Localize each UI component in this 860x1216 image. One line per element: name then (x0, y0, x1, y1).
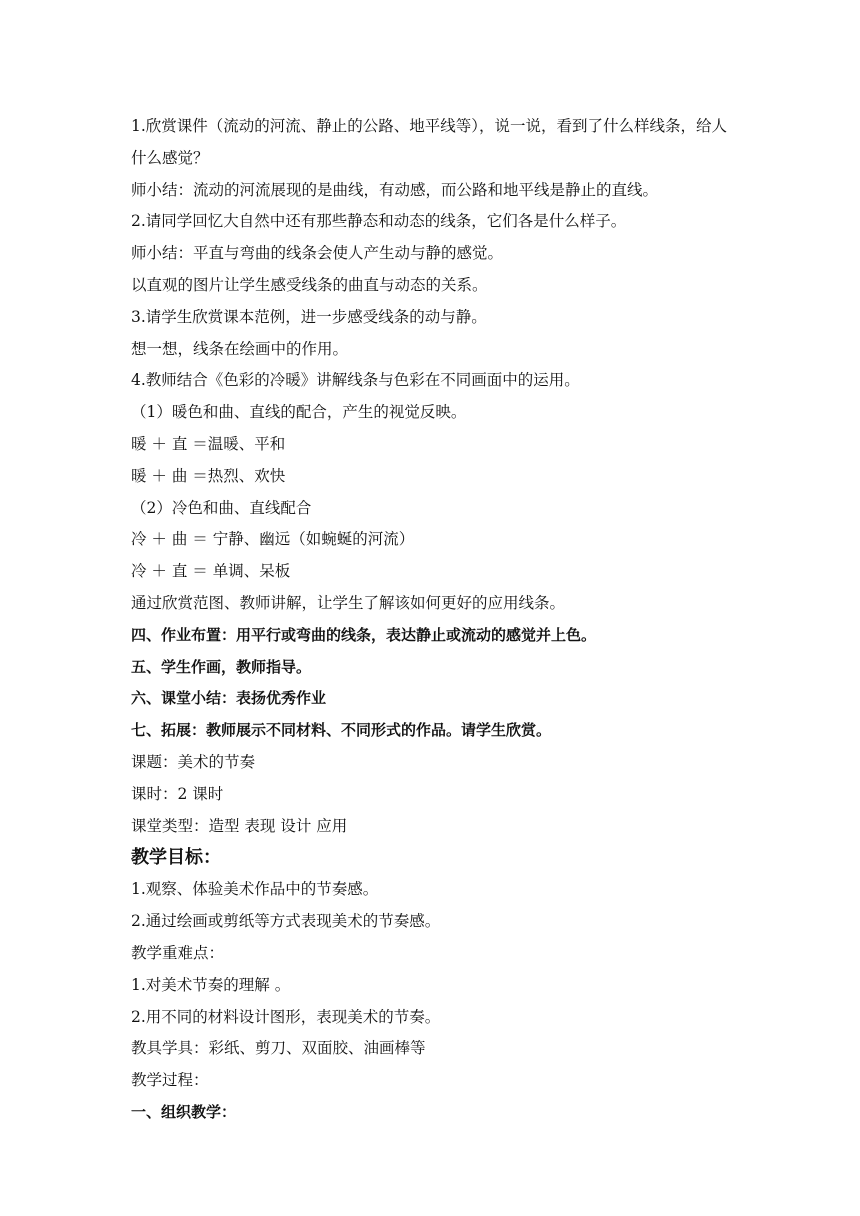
document-body (131, 111, 731, 1129)
paragraph: 通过欣赏范图、教师讲解，让学生了解该如何更好的应用线条。 (131, 593, 566, 612)
paragraph: 教具学具：彩纸、剪刀、双面胶、油画棒等 (131, 1039, 426, 1058)
paragraph: 暖 ＋ 曲 ＝热烈、欢快 (131, 466, 286, 485)
paragraph: 冷 ＋ 曲 ＝ 宁静、幽远（如蜿蜒的河流） (131, 530, 415, 549)
paragraph: 暖 ＋ 直 ＝温暖、平和 (131, 434, 286, 453)
section-heading: 教学目标： (131, 847, 221, 869)
paragraph: 1.观察、体验美术作品中的节奏感。 (131, 880, 379, 899)
paragraph: 3.请学生欣赏课本范例，进一步感受线条的动与静。 (131, 307, 487, 326)
paragraph: 冷 ＋ 直 ＝ 单调、呆板 (131, 562, 291, 581)
paragraph: 2.通过绘画或剪纸等方式表现美术的节奏感。 (131, 912, 441, 931)
paragraph: 想一想，线条在绘画中的作用。 (131, 339, 349, 358)
paragraph: 1.对美术节奏的理解 。 (131, 975, 291, 994)
paragraph: （2）冷色和曲、直线配合 (131, 498, 312, 517)
paragraph: （1）暖色和曲、直线的配合，产生的视觉反映。 (131, 403, 467, 422)
paragraph: 课题：美术的节奏 (131, 752, 256, 771)
bold-paragraph: 四、作业布置：用平行或弯曲的线条，表达静止或流动的感觉并上色。 (131, 625, 597, 644)
paragraph: 师小结：平直与弯曲的线条会使人产生动与静的感觉。 (131, 244, 504, 263)
paragraph: 课时：2 课时 (131, 784, 224, 803)
bold-paragraph: 一、组织教学： (131, 1102, 237, 1121)
paragraph: 教学重难点： (131, 943, 225, 962)
paragraph: 课堂类型：造型 表现 设计 应用 (131, 816, 348, 835)
paragraph: 以直观的图片让学生感受线条的曲直与动态的关系。 (131, 275, 488, 294)
paragraph: 师小结：流动的河流展现的是曲线，有动感，而公路和地平线是静止的直线。 (131, 180, 659, 199)
paragraph: 2.请同学回忆大自然中还有那些静态和动态的线条，它们各是什么样子。 (131, 212, 627, 231)
bold-paragraph: 五、学生作画，教师指导。 (131, 657, 312, 676)
paragraph: 2.用不同的材料设计图形，表现美术的节奏。 (131, 1007, 441, 1026)
bold-paragraph: 六、课堂小结：表扬优秀作业 (131, 689, 327, 708)
paragraph: 4.教师结合《色彩的冷暖》讲解线条与色彩在不同画面中的运用。 (131, 371, 580, 390)
paragraph: 1.欣赏课件（流动的河流、静止的公路、地平线等），说一说，看到了什么样线条，给人什么感觉？ (131, 117, 728, 167)
paragraph: 教学过程： (131, 1071, 209, 1090)
bold-paragraph: 七、拓展：教师展示不同材料、不同形式的作品。请学生欣赏。 (131, 721, 552, 740)
